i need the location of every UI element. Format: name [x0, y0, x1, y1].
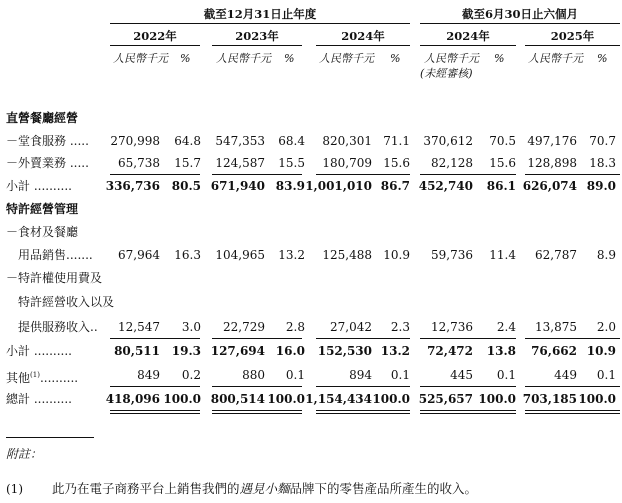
rule: [110, 413, 200, 414]
cell: 80,511: [114, 344, 160, 358]
cell: 16.3: [174, 248, 201, 262]
period-full-header: 截至12月31日止年度: [203, 7, 317, 21]
row-dine-in-label: －堂食服務 .....: [6, 134, 89, 148]
cell: 12,547: [118, 320, 160, 334]
cell: 59,736: [431, 248, 473, 262]
year-rule-2025-h1: [525, 45, 620, 46]
cell: 100.0: [267, 392, 305, 406]
rule: [316, 410, 410, 411]
rule: [110, 174, 200, 175]
cell: 13,875: [535, 320, 577, 334]
rule: [316, 386, 410, 387]
rule: [110, 410, 200, 411]
unit-rmb-2025-h1: 人民幣千元: [528, 52, 583, 65]
row-food-line1: －食材及餐廳: [6, 225, 79, 239]
cell: 0.2: [181, 368, 201, 382]
cell: 70.7: [589, 134, 616, 148]
cell: 89.0: [586, 179, 616, 193]
cell: 80.5: [171, 179, 201, 193]
cell: 10.9: [383, 248, 410, 262]
cell: 525,657: [418, 392, 473, 406]
cell: 1,001,010: [305, 179, 372, 193]
cell: 62,787: [535, 248, 577, 262]
row-subtotal1-label: 小計 ..........: [6, 179, 72, 193]
cell: 124,587: [215, 156, 265, 170]
unit-unaudited: (未經審核): [420, 67, 473, 80]
note-1-marker: (1): [6, 482, 23, 496]
cell: 880: [242, 368, 265, 382]
rule: [316, 413, 410, 414]
year-2023: 2023年: [235, 29, 279, 43]
row-franchise-line2: 特許經營收入以及: [18, 295, 115, 309]
cell: 12,736: [431, 320, 473, 334]
cell: 72,472: [427, 344, 473, 358]
unit-pct-2025-h1: %: [597, 52, 608, 65]
cell: 104,965: [215, 248, 265, 262]
year-rule-2024-h1: [420, 45, 516, 46]
cell: 8.9: [596, 248, 616, 262]
year-rule-2023: [212, 45, 302, 46]
cell: 0.1: [390, 368, 410, 382]
rule: [525, 413, 620, 414]
cell: 370,612: [423, 134, 473, 148]
header-rule-full: [110, 23, 410, 24]
rule: [420, 410, 516, 411]
cell: 894: [349, 368, 372, 382]
cell: 2.0: [596, 320, 616, 334]
unit-rmb-2022: 人民幣千元: [113, 52, 168, 65]
section-franchise-management: 特許經營管理: [6, 202, 79, 216]
rule: [212, 338, 302, 339]
cell: 15.5: [278, 156, 305, 170]
cell: 336,736: [105, 179, 160, 193]
year-2022: 2022年: [133, 29, 177, 43]
note-1-post: 品牌下的零售產品所產生的收入。: [289, 481, 478, 496]
cell: 671,940: [210, 179, 265, 193]
cell: 2.8: [285, 320, 305, 334]
others-dots: ..........: [39, 371, 79, 385]
note-1-brand: 遇見小麵: [239, 481, 290, 496]
cell: 100.0: [578, 392, 616, 406]
cell: 18.3: [589, 156, 616, 170]
cell: 27,042: [330, 320, 372, 334]
cell: 2.3: [390, 320, 410, 334]
cell: 0.1: [285, 368, 305, 382]
rule: [212, 386, 302, 387]
period-half-header: 截至6月30日止六個月: [461, 7, 578, 21]
cell: 86.1: [486, 179, 516, 193]
row-franchise-label: 提供服務收入..: [18, 320, 98, 334]
unit-pct-2023: %: [284, 52, 295, 65]
cell: 820,301: [322, 134, 372, 148]
cell: 180,709: [322, 156, 372, 170]
rule: [525, 410, 620, 411]
rule: [212, 174, 302, 175]
cell: 445: [450, 368, 473, 382]
rule: [420, 413, 516, 414]
unit-rmb-2023: 人民幣千元: [216, 52, 271, 65]
cell: 71.1: [383, 134, 410, 148]
cell: 76,662: [531, 344, 577, 358]
unit-rmb-2024-h1: 人民幣千元: [424, 52, 479, 65]
note-1-pre: 此乃在電子商務平台上銷售我們的: [52, 481, 240, 496]
rule: [525, 338, 620, 339]
rule: [525, 174, 620, 175]
cell: 0.1: [496, 368, 516, 382]
cell: 19.3: [171, 344, 201, 358]
cell: 497,176: [527, 134, 577, 148]
cell: 64.8: [174, 134, 201, 148]
note-1-text: [52, 482, 477, 496]
cell: 449: [554, 368, 577, 382]
row-food-label: 用品銷售.......: [18, 248, 93, 262]
year-rule-2022: [110, 45, 200, 46]
cell: 100.0: [163, 392, 201, 406]
section-direct-operation: 直營餐廳經營: [6, 111, 79, 125]
row-delivery-label: －外賣業務 .....: [6, 156, 89, 170]
cell: 15.6: [489, 156, 516, 170]
cell: 67,964: [118, 248, 160, 262]
cell: 65,738: [118, 156, 160, 170]
header-rule-half: [420, 23, 620, 24]
cell: 70.5: [489, 134, 516, 148]
footnote-ref: (1): [30, 371, 40, 379]
cell: 100.0: [372, 392, 410, 406]
cell: 15.7: [174, 156, 201, 170]
rule: [212, 413, 302, 414]
rule: [110, 338, 200, 339]
notes-rule: [6, 437, 94, 438]
cell: 626,074: [522, 179, 577, 193]
cell: 82,128: [431, 156, 473, 170]
cell: 13.2: [380, 344, 410, 358]
unit-pct-2024: %: [390, 52, 401, 65]
year-rule-2024: [316, 45, 410, 46]
rule: [316, 338, 410, 339]
cell: 13.2: [278, 248, 305, 262]
rule: [420, 386, 516, 387]
rule: [316, 174, 410, 175]
cell: 13.8: [486, 344, 516, 358]
cell: 0.1: [596, 368, 616, 382]
cell: 547,353: [215, 134, 265, 148]
unit-rmb-2024: 人民幣千元: [319, 52, 374, 65]
cell: 800,514: [210, 392, 265, 406]
unit-pct-2024-h1: %: [494, 52, 505, 65]
cell: 16.0: [275, 344, 305, 358]
cell: 83.9: [275, 179, 305, 193]
cell: 849: [137, 368, 160, 382]
row-subtotal2-label: 小計 ..........: [6, 344, 72, 358]
cell: 10.9: [586, 344, 616, 358]
cell: 152,530: [317, 344, 372, 358]
cell: 127,694: [210, 344, 265, 358]
rule: [525, 386, 620, 387]
others-label-text: 其他: [6, 371, 31, 385]
row-total-label: 總計 ..........: [6, 392, 72, 406]
cell: 452,740: [418, 179, 473, 193]
cell: 86.7: [380, 179, 410, 193]
unit-pct-2022: %: [180, 52, 191, 65]
year-2025-h1: 2025年: [550, 29, 595, 43]
cell: 2.4: [496, 320, 516, 334]
cell: 11.4: [489, 248, 516, 262]
rule: [420, 338, 516, 339]
year-2024: 2024年: [341, 29, 385, 43]
cell: 1,154,434: [305, 392, 372, 406]
cell: 418,096: [105, 392, 160, 406]
rule: [212, 410, 302, 411]
row-others-label: [6, 368, 78, 385]
rule: [420, 174, 516, 175]
row-franchise-line1: －特許權使用費及: [6, 271, 103, 285]
year-2024-h1: 2024年: [446, 29, 490, 43]
cell: 270,998: [110, 134, 160, 148]
cell: 3.0: [181, 320, 201, 334]
cell: 100.0: [478, 392, 516, 406]
rule: [110, 386, 200, 387]
cell: 703,185: [522, 392, 577, 406]
notes-heading: 附註：: [6, 447, 43, 461]
cell: 22,729: [223, 320, 265, 334]
cell: 128,898: [527, 156, 577, 170]
cell: 68.4: [278, 134, 305, 148]
cell: 125,488: [322, 248, 372, 262]
cell: 15.6: [383, 156, 410, 170]
